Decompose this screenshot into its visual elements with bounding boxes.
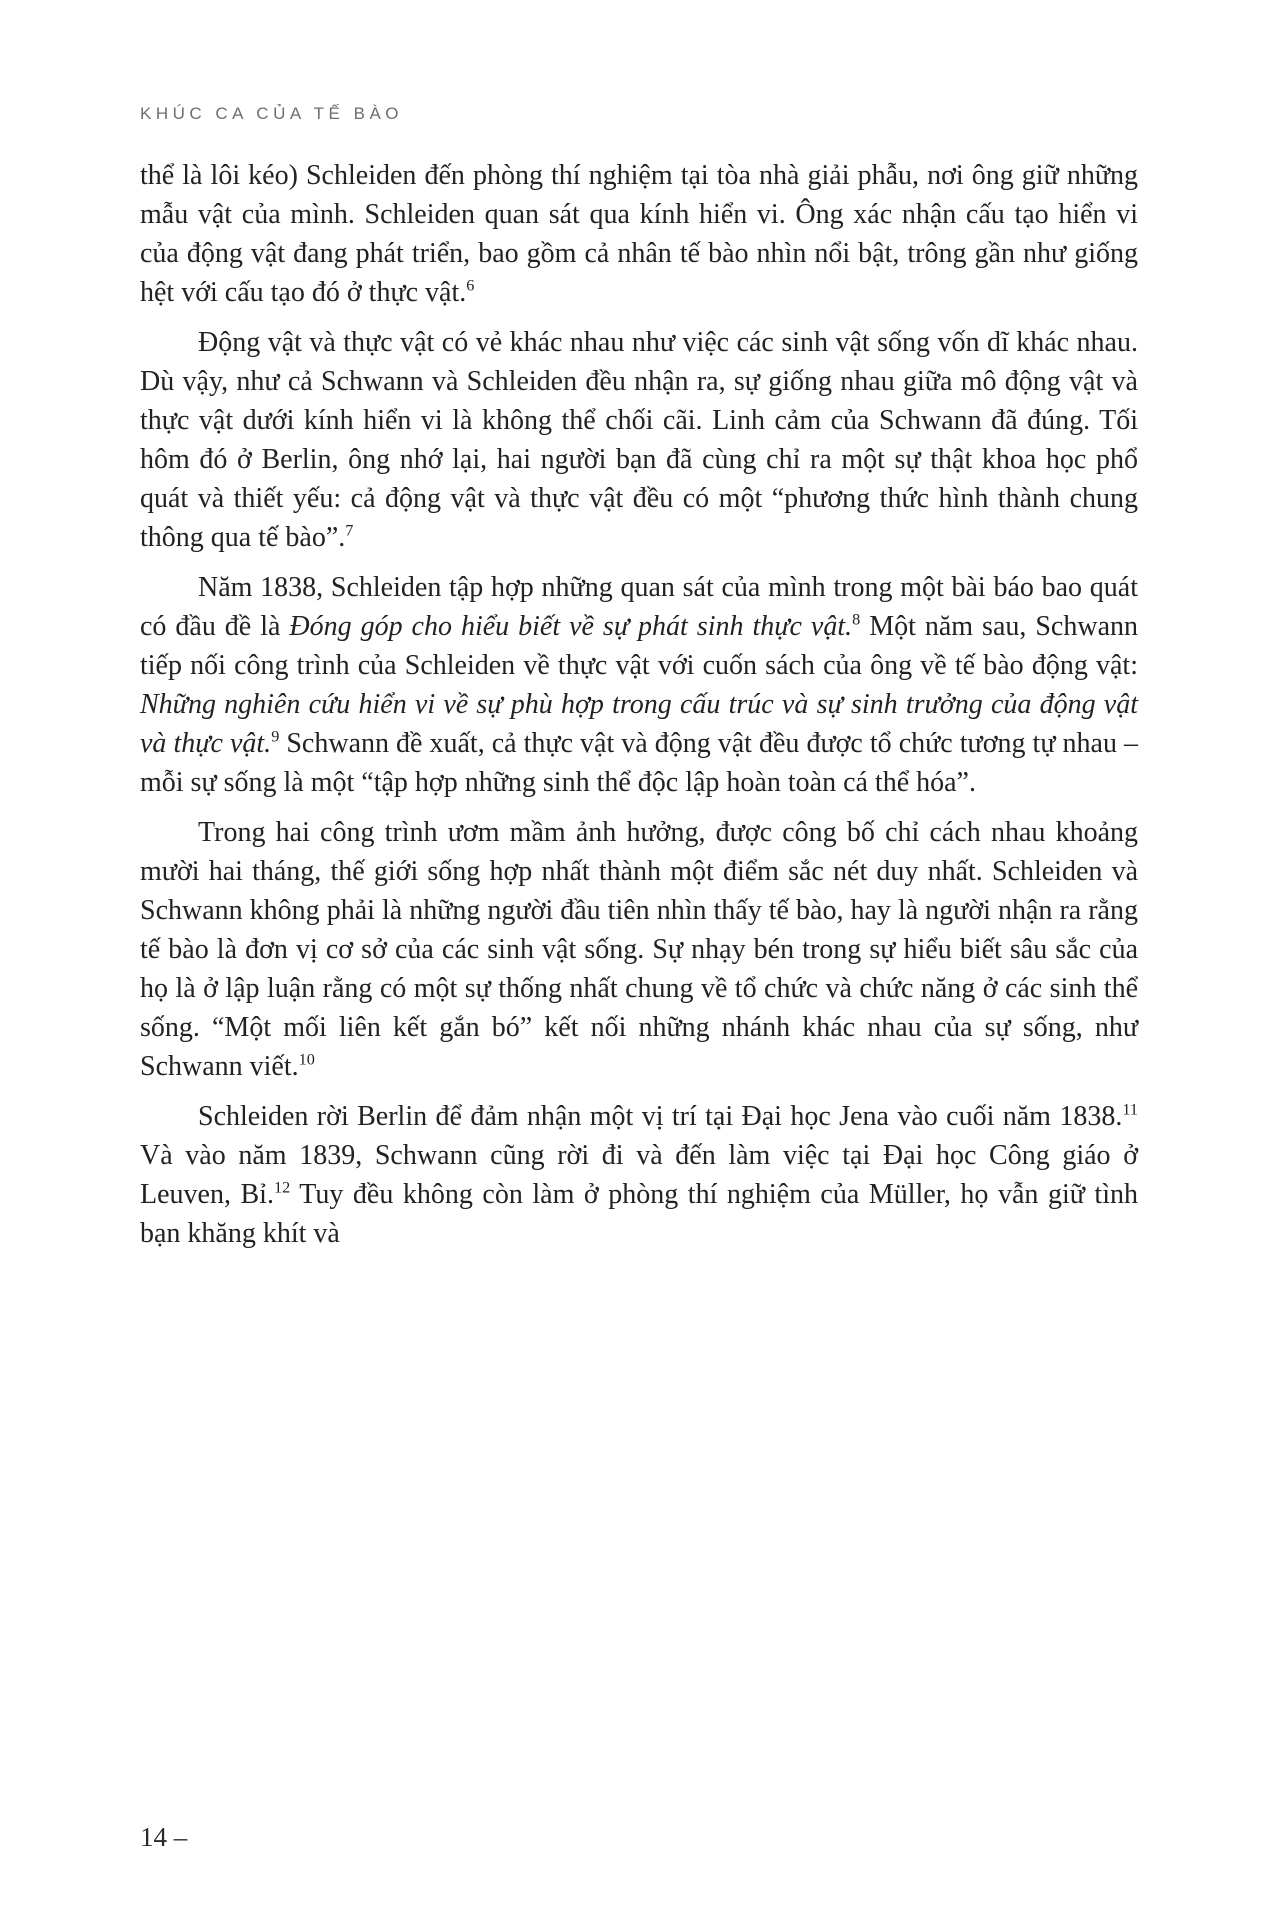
footnote-reference: 10 <box>298 1050 315 1069</box>
running-header: KHÚC CA CỦA TẾ BÀO <box>140 104 404 123</box>
paragraph <box>140 1097 1138 1253</box>
body-text-run: Và vào năm 1839, Schwann cũng rời đi và đến làm việc tại Đại học Công giáo ở Leuven, Bỉ. <box>140 1140 1138 1210</box>
body-text-run: Schleiden rời Berlin để đảm nhận một vị trí tại Đại học Jena vào cuối năm 1838. <box>198 1101 1123 1132</box>
paragraph <box>140 323 1138 557</box>
body-text-run: thể là lôi kéo) Schleiden đến phòng thí nghiệm tại tòa nhà giải phẫu, nơi ông giữ những mẫu vật của mình. Schleiden quan sát qua kính hiển vi. Ông xác nhận cấu tạo hiển vi của động vật đang phát triển, bao gồm cả nhân tế bào nhìn nổi bật, trông gần như giống hệt với cấu tạo đó ở thực vật. <box>140 160 1138 308</box>
book-title-italic: Đóng góp cho hiểu biết về sự phát sinh thực vật. <box>289 611 853 642</box>
page-number: 14 – <box>140 1822 188 1852</box>
body-text-run: Động vật và thực vật có vẻ khác nhau như việc các sinh vật sống vốn dĩ khác nhau. Dù vậy, như cả Schwann và Schleiden đều nhận ra, sự giống nhau giữa mô động vật và thực vật dưới kính hiển vi là không thể chối cãi. Linh cảm của Schwann đã đúng. Tối hôm đó ở Berlin, ông nhớ lại, hai người bạn đã cùng chỉ ra một sự thật khoa học phổ quát và thiết yếu: cả động vật và thực vật đều có một “phương thức hình thành chung thông qua tế bào”. <box>140 327 1138 553</box>
body-text-run: Schwann đề xuất, cả thực vật và động vật đều được tổ chức tương tự nhau – mỗi sự sống là một “tập hợp những sinh thể độc lập hoàn toàn cá thể hóa”. <box>140 728 1138 798</box>
footnote-reference: 8 <box>852 610 861 629</box>
footnote-reference: 6 <box>466 276 475 295</box>
footnote-reference: 7 <box>345 521 354 540</box>
body-text-run: Một năm sau, Schwann tiếp nối công trình của Schleiden về thực vật với cuốn sách của ông về tế bào động vật: <box>140 611 1138 681</box>
body-text-run: Trong hai công trình ươm mầm ảnh hưởng, được công bố chỉ cách nhau khoảng mười hai tháng, thế giới sống hợp nhất thành một điểm sắc nét duy nhất. Schleiden và Schwann không phải là những người đầu tiên nhìn thấy tế bào, hay là người nhận ra rằng tế bào là đơn vị cơ sở của các sinh vật sống. Sự nhạy bén trong sự hiểu biết sâu sắc của họ là ở lập luận rằng có một sự thống nhất chung về tổ chức và chức năng ở các sinh thể sống. “Một mối liên kết gắn bó” kết nối những nhánh khác nhau của sự sống, như Schwann viết. <box>140 817 1138 1082</box>
footnote-reference: 12 <box>273 1178 291 1197</box>
body-text-run: Năm 1838, Schleiden tập hợp những quan sát của mình trong một bài báo bao quát có đầu đề là <box>140 572 1138 642</box>
paragraph <box>140 813 1138 1086</box>
body-text <box>140 156 1138 1264</box>
book-title-italic: Những nghiên cứu hiển vi về sự phù hợp trong cấu trúc và sự sinh trưởng của động vật và thực vật. <box>140 689 1138 759</box>
footnote-reference: 11 <box>1122 1100 1138 1119</box>
footnote-reference: 9 <box>271 727 280 746</box>
paragraph <box>140 568 1138 802</box>
paragraph <box>140 156 1138 312</box>
body-text-run: Tuy đều không còn làm ở phòng thí nghiệm của Müller, họ vẫn giữ tình bạn khăng khít và <box>140 1179 1138 1249</box>
